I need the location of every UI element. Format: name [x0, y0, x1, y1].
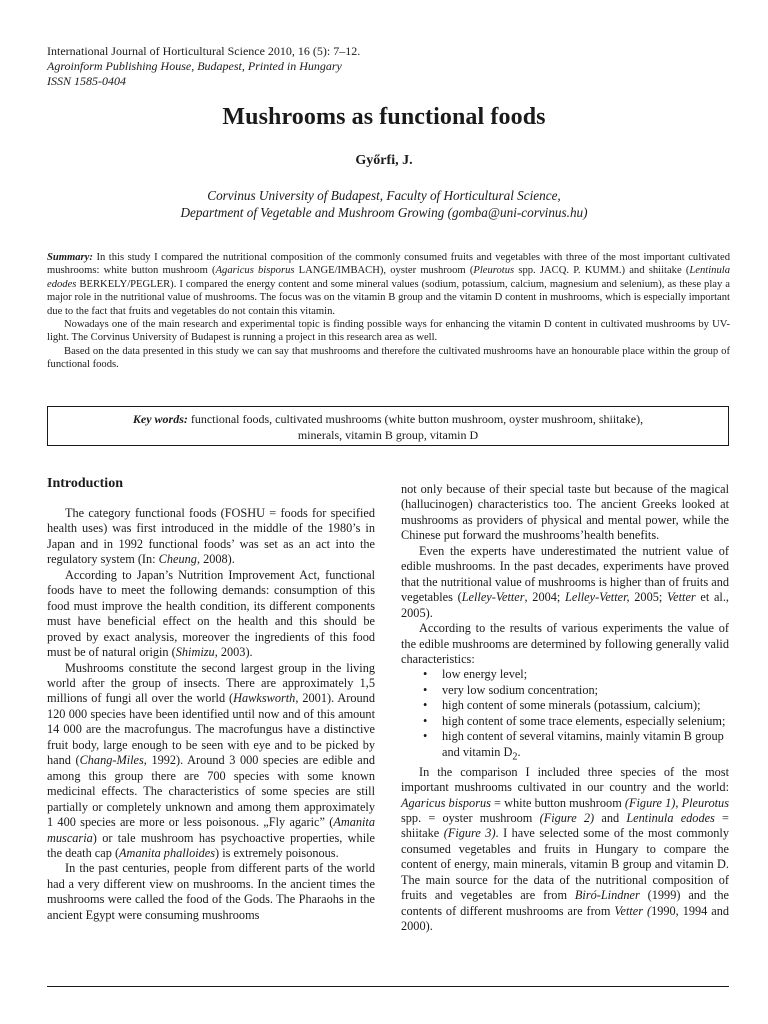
body-text: = shiitake — [401, 810, 729, 841]
summary-paragraph-1 — [47, 251, 730, 318]
body-text: According to Japan’s Nutrition Improvement Act, functional foods have to meet the following demands: consumption of this food must improve the health condition, its different components must have beneficial effect on the health and this should be proved by exact analysis, moreover the ingredients of this food must be of natural origin ( — [47, 567, 375, 660]
figure-reference: (Figure 2) — [539, 810, 595, 825]
keywords-line-1 — [48, 411, 728, 427]
keywords-text: functional foods, cultivated mushrooms (white button mushroom, oyster mushroom, shiitake), — [187, 412, 644, 426]
body-text: Mushrooms constitute the second largest group in the living world after the group of insects. There are approximately 1,5 millions of fungi all over the world ( — [47, 660, 375, 706]
body-text: 1990, 1994 and 2000). — [401, 903, 729, 934]
bullet-icon: • — [423, 682, 428, 697]
body-text: , 2008). — [196, 552, 235, 567]
section-heading-introduction: Introduction — [47, 476, 123, 491]
characteristics-list — [401, 667, 729, 764]
body-text: , — [675, 795, 682, 810]
summary-paragraph-3: Based on the data presented in this study we can say that mushrooms and therefore the cultivated mushrooms have an honourable place within the group of functional foods. — [47, 345, 730, 371]
journal-citation: International Journal of Horticultural Science 2010, 16 (5): 7–12. — [47, 44, 361, 58]
left-column — [47, 476, 375, 923]
body-text: , 1992). Around 3 000 species are edible and among this group there are 700 species with some known medicinal effects. The characteristics of some species are still partially or completely unknown and among them approximately 1 400 species are more or less poisonous. „Fly agaric” ( — [47, 753, 375, 830]
species-name: Amanita phalloides — [119, 845, 216, 860]
body-text: , 2003). — [214, 645, 253, 660]
body-text: spp. = oyster mushroom — [401, 810, 540, 825]
right-column — [401, 482, 729, 935]
body-text: ) or tale mushroom has psychoactive properties, while the death cap ( — [47, 830, 375, 860]
summary-text: LANGE/IMBACH), oyster mushroom ( — [294, 265, 474, 277]
affiliation-line-1: Corvinus University of Budapest, Faculty of Horticultural Science, — [207, 188, 561, 203]
journal-header — [47, 44, 360, 89]
species-name: Agaricus bisporus — [401, 795, 491, 810]
figure-reference: (Figure 3) — [443, 826, 496, 841]
body-text: and — [594, 810, 627, 825]
citation-author: Vetter — [667, 590, 696, 605]
keywords-box — [47, 406, 729, 446]
citation-author: Shimizu — [175, 645, 215, 660]
list-item-text: high content of some trace elements, especially selenium; — [442, 713, 726, 728]
body-paragraph: not only because of their special taste but because of the magical (hallucinogen) characteristics too. The ancient Greeks looked at mushrooms as providers of physical and mental power, while the Chinese put forward the mushrooms’health benefits. — [401, 482, 729, 543]
citation-author: Hawksworth — [233, 691, 296, 706]
body-text: In the comparison I included three species of the most important mushrooms cultivated in our country and the world: — [401, 764, 729, 795]
author-affiliation — [0, 187, 768, 221]
body-text: . I have selected some of the most commonly consumed vegetables and fruits in Hungary to compare the content of energy, main minerals, vitamin B group and vitamin D. The main source for the data of the nutritional composition of fruits and vegetables are from — [401, 826, 729, 903]
keywords-label: Key words: — [132, 412, 188, 426]
body-paragraph — [47, 661, 375, 862]
species-name: Pleurotus — [473, 265, 515, 277]
species-name: Lentinula edodes — [47, 265, 730, 290]
list-item — [401, 667, 729, 682]
list-item-text: . — [517, 744, 521, 759]
body-text: = white button mushroom — [490, 795, 625, 810]
citation-author: Chang-Miles — [79, 753, 144, 768]
citation-author: Biró-Lindner — [574, 888, 640, 903]
bullet-icon: • — [423, 667, 428, 682]
figure-reference: (Figure 1) — [624, 795, 676, 810]
summary-text: In this study I compared the nutritional composition of the commonly consumed fruits and vegetables with three of the most important cultivated mushrooms: white button mushroom ( — [47, 252, 730, 277]
body-text: Even the experts have underestimated the nutrient value of edible mushrooms. In the past decades, experiments have proved that the nutritional value of mushrooms is higher than of fruits and vegetables ( — [401, 543, 729, 605]
summary-label: Summary: — [47, 252, 93, 263]
citation-author: Cheung — [158, 552, 197, 567]
summary-text: spp. JACQ. P. KUMM.) and shiitake ( — [514, 265, 690, 277]
body-paragraph — [401, 544, 729, 621]
list-item-text: low energy level; — [442, 667, 528, 682]
body-paragraph — [401, 765, 729, 935]
species-name: Pleurotus — [681, 795, 729, 810]
citation-author: Lelley-Vetter, — [565, 590, 630, 605]
body-text: (1999) and the contents of different mushrooms are from — [401, 888, 729, 918]
body-text: , 2004; — [524, 590, 566, 605]
list-item — [401, 714, 729, 729]
keywords-line-2: minerals, vitamin B group, vitamin D — [297, 428, 479, 442]
body-text: ) is extremely poisonous. — [215, 845, 339, 860]
body-text: 2005; — [629, 590, 667, 605]
species-name: Lentinula edodes — [626, 810, 715, 825]
species-name: Amanita muscaria — [47, 815, 375, 845]
body-text: The category functional foods (FOSHU = foods for specified health uses) was first introduced in the middle of the 1980’s in Japan and in 1992 functional foods’ was set as an act into the regulatory system (In: — [47, 506, 375, 567]
body-paragraph — [47, 506, 375, 568]
affiliation-line-2: Department of Vegetable and Mushroom Growing (gomba@uni-corvinus.hu) — [180, 205, 588, 220]
list-item — [401, 698, 729, 713]
body-paragraph: In the past centuries, people from different parts of the world had a very different view on mushrooms. In the ancient times the mushrooms were called the food of the Gods. The Pharaohs in the ancient Egypt were consuming mushrooms — [47, 861, 375, 922]
citation-author: Vetter ( — [614, 903, 652, 918]
list-item-text: high content of some minerals (potassium, calcium); — [442, 698, 701, 713]
list-item — [401, 729, 729, 764]
abstract — [47, 251, 730, 372]
summary-text: BERKELY/PEGLER). I compared the energy content and some mineral values (sodium, potassium, calcium, magnesium and selenium), as these play a major role in the nutritional value of mushrooms. The focus was on the vitamin B group and the vitamin D content in mushrooms, which is especially important due to the fact that fruits and vegetables do not contain this vitamin. — [47, 278, 730, 317]
article-author: Győrfi, J. — [355, 153, 413, 168]
bullet-icon: • — [423, 729, 428, 744]
list-item-text: high content of several vitamins, mainly vitamin B group and vitamin D — [442, 729, 724, 759]
issn-line: ISSN 1585-0404 — [47, 74, 126, 88]
article-title: Mushrooms as functional foods — [222, 104, 546, 130]
list-item — [401, 683, 729, 698]
citation-author: Lelley-Vetter — [461, 590, 525, 605]
body-paragraph: According to the results of various experiments the value of the edible mushrooms are determined by following generally valid characteristics: — [401, 621, 729, 666]
body-text: et al., 2005). — [401, 590, 729, 620]
subscript: 2 — [512, 751, 518, 763]
body-text: , 2001). Around 120 000 species have been identified until now and of this amount 14 000 are the macrofungus. The macrofungus have a distinctive fruit body, large enough to be seen with eye and to be picked by hand ( — [47, 691, 375, 768]
publisher-line: Agroinform Publishing House, Budapest, Printed in Hungary — [47, 59, 342, 73]
body-paragraph — [47, 568, 375, 661]
summary-paragraph-2: Nowadays one of the main research and experimental topic is finding possible ways for enhancing the vitamin D content in cultivated mushrooms by UV-light. The Corvinus University of Budapest is running a project in this research area as well. — [47, 319, 730, 344]
bullet-icon: • — [423, 713, 428, 728]
footer-rule — [47, 986, 729, 987]
bullet-icon: • — [423, 698, 428, 713]
list-item-text: very low sodium concentration; — [442, 682, 599, 697]
species-name: Agaricus bisporus — [215, 265, 295, 277]
